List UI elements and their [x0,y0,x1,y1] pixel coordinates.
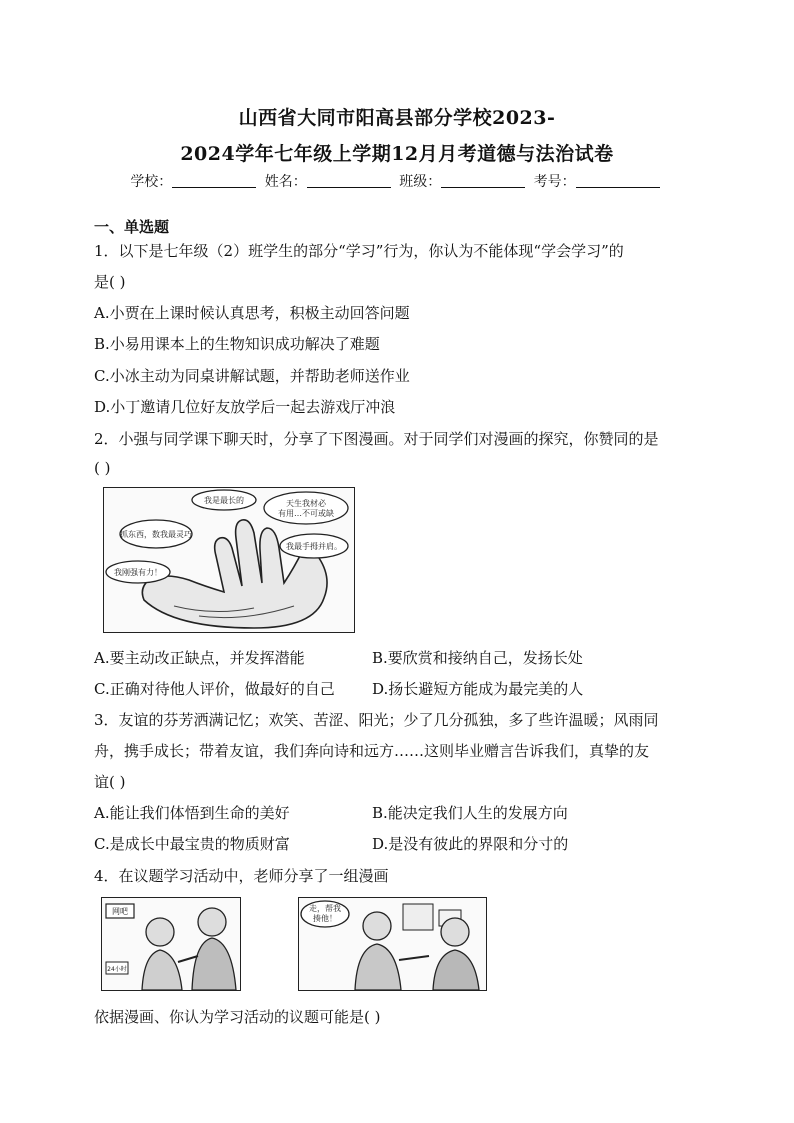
q3-stem-line-2: 舟，携手成长；带着友谊，我们奔向诗和远方……这则毕业赠言告诉我们，真挚的友 [94,742,650,760]
bubble-ring-finger [264,492,348,524]
q1-option-a[interactable]: A.小贾在上课时候认真思考，积极主动回答问题 [94,304,410,322]
name-blank[interactable] [307,173,391,188]
name-label: 姓名： [264,174,307,190]
boy-right-head [198,908,226,936]
boy-speaking-body [355,944,401,990]
exam-title-line-2: 2024学年七年级上学期12月月考道德与法治试卷 [180,143,614,165]
boy-right-body [192,938,236,990]
boy-listening-body [433,950,479,990]
q3-option-d[interactable]: D.是没有彼此的界限和分寸的 [372,835,569,853]
hours-sign-text: 24小时 [107,966,127,973]
hand-comic [103,487,355,633]
fight-request-comic [298,897,487,991]
section-heading: 一、单选题 [94,218,170,236]
q2-stem-line-1: 2．小强与同学课下聊天时，分享了下图漫画。对于同学们对漫画的探究，你赞同的是 [94,430,659,448]
class-label: 班级： [399,174,442,190]
q1-option-d[interactable]: D.小丁邀请几位好友放学后一起去游戏厅冲浪 [94,398,396,416]
exam-number-label: 考号： [533,174,576,190]
boy-listening-head [441,918,469,946]
bubble-little-finger-text: 我最手拇并肩。 [286,542,342,551]
class-blank[interactable] [441,173,525,188]
boy-left-body [142,950,182,990]
bubble-middle-finger-text: 我是最长的 [204,496,244,505]
q2-option-c[interactable]: C.正确对待他人评价，做最好的自己 [94,680,335,698]
q1-option-c[interactable]: C.小冰主动为同桌讲解试题，并帮助老师送作业 [94,367,410,385]
q4-question: 依据漫画、你认为学习活动的议题可能是( ) [94,1008,381,1026]
internet-cafe-comic [101,897,241,991]
speech-bubble-text-2: 揍他！ [313,914,337,923]
q1-option-b[interactable]: B.小易用课本上的生物知识成功解决了难题 [94,335,380,353]
hand-illustration [104,488,354,632]
student-info-line [0,171,794,191]
q4-stem: 4．在议题学习活动中，老师分享了一组漫画 [94,867,389,885]
bubble-index-finger-text: 抓东西，数我最灵巧 [120,530,192,539]
exam-title-line-1: 山西省大同市阳高县部分学校2023- [238,107,556,129]
school-blank[interactable] [172,173,256,188]
q3-stem-line-3: 谊( ) [94,773,126,791]
boy-speaking-head [363,912,391,940]
internet-cafe-illustration [102,898,240,990]
internet-cafe-sign-text: 网吧 [112,907,128,916]
q2-stem-line-2: ( ) [94,459,111,477]
q1-stem-line-1: 1．以下是七年级（2）班学生的部分“学习”行为，你认为不能体现“学会学习”的 [94,242,624,260]
bubble-ring-finger-text: 天生我材必 [286,499,326,508]
q3-option-b[interactable]: B.能决定我们人生的发展方向 [372,804,568,822]
q2-option-b[interactable]: B.要欣赏和接纳自己，发扬长处 [372,649,583,667]
q2-option-d[interactable]: D.扬长避短方能成为最完美的人 [372,680,584,698]
boy-left-head [146,918,174,946]
q1-stem-line-2: 是( ) [94,273,126,291]
bubble-thumb-text: 我刚强有力！ [114,568,162,577]
fight-request-illustration [299,898,486,990]
speech-bubble-text-1: 走，帮我 [309,904,341,913]
exam-number-blank[interactable] [576,173,660,188]
bubble-ring-finger-text-2: 有用…不可或缺 [278,509,334,518]
notice-board [403,904,433,930]
q3-option-a[interactable]: A.能让我们体悟到生命的美好 [94,804,290,822]
q3-stem-line-1: 3．友谊的芬芳洒满记忆；欢笑、苦涩、阳光；少了几分孤独，多了些许温暖；风雨同 [94,711,659,729]
school-label: 学校： [130,174,173,190]
pulling-arm [399,956,429,960]
q3-option-c[interactable]: C.是成长中最宝贵的物质财富 [94,835,290,853]
q2-option-a[interactable]: A.要主动改正缺点，并发挥潜能 [94,649,305,667]
